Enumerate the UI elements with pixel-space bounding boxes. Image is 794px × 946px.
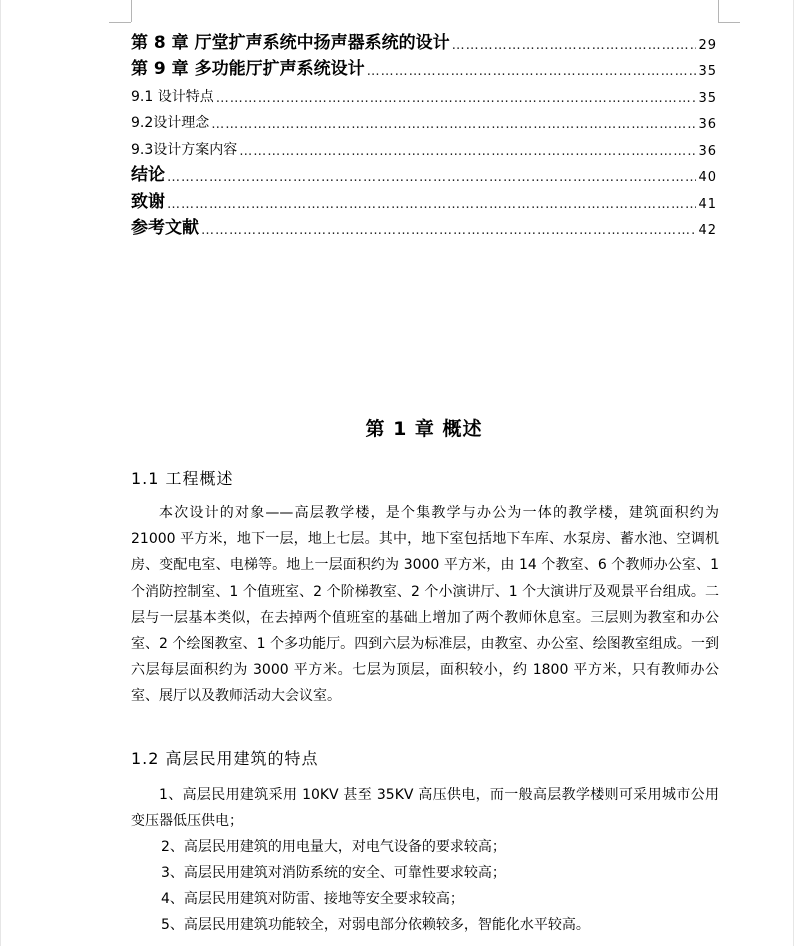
crop-mark-right xyxy=(718,0,719,22)
list-item: 3、高层民用建筑对消防系统的安全、可靠性要求较高； xyxy=(161,865,506,881)
body-paragraph: 本次设计的对象——高层教学楼，是个集教学与办公为一体的教学楼，建筑面积约为 21000 平方米，地下一层，地上七层。其中，地下室包括地下车库、水泵房、蓄水池、空调机房、变配电室、电梯等。地上一层面积约为 3000 平方米，由 14 个教室、6 个教师办公室、1 个消防控制室、1 个值班室、2 个阶梯教室、2 个小演讲厅、1 个大演讲厅及观景平台组成。二层与一层基本类似，在去掉两个值班室的基础上增加了两个教师休息室。三层则为教室和办公室、2 个绘图教室、1 个多功能厅。四到六层为标准层，由教室、办公室、绘图教室组成。一到六层每层面积约为 3000 平方米。七层为顶层，面积较小，约 1800 平方米，只有教师办公室、展厅以及教师活动大会议室。 xyxy=(131,505,719,705)
chapter-title: 第 1 章 概述 xyxy=(365,418,483,440)
toc-entry-title: 9.3设计方案内容 xyxy=(131,141,238,158)
toc-entry-title: 第 9 章 多功能厅扩声系统设计 xyxy=(131,59,365,79)
toc-entry-title: 结论 xyxy=(131,165,165,185)
toc-entry[interactable] xyxy=(131,106,717,133)
list-item: 1、高层民用建筑采用 10KV 甚至 35KV 高压供电，而一般高层教学楼则可采用城市公用变压器低压供电； xyxy=(131,787,719,829)
toc-entry[interactable] xyxy=(131,159,717,186)
toc-entry-page: 42 xyxy=(698,223,717,238)
list-item: 2、高层民用建筑的用电量大，对电气设备的要求较高； xyxy=(161,839,506,855)
toc-entry[interactable] xyxy=(131,132,717,159)
toc-entry-page: 41 xyxy=(698,196,717,212)
toc-entry-title: 致谢 xyxy=(131,191,165,212)
toc-leader-dots xyxy=(211,117,696,132)
crop-mark-right-h xyxy=(718,22,740,23)
page-left-edge xyxy=(0,0,1,946)
toc-entry-title: 参考文献 xyxy=(131,218,199,238)
toc-entry[interactable] xyxy=(131,212,717,239)
crop-mark-left xyxy=(131,0,132,22)
toc-entry-title: 9.2设计理念 xyxy=(131,115,210,131)
toc-entry[interactable] xyxy=(131,26,717,53)
list-item: 5、高层民用建筑功能较全，对弱电部分依赖较多，智能化水平较高。 xyxy=(161,917,590,933)
toc-leader-dots xyxy=(201,223,696,238)
toc-entry-page: 35 xyxy=(698,90,717,106)
toc-entry-title: 9.1 设计特点 xyxy=(131,88,214,105)
toc-leader-dots xyxy=(216,91,697,106)
toc-entry-title: 第 8 章 厅堂扩声系统中扬声器系统的设计 xyxy=(131,32,450,53)
toc-entry[interactable] xyxy=(131,53,717,80)
crop-mark-left-h xyxy=(109,22,131,23)
toc-entry-page: 29 xyxy=(698,37,717,53)
section-heading: 1.2 高层民用建筑的特点 xyxy=(131,749,319,768)
toc-entry-page: 40 xyxy=(698,170,717,185)
section-heading: 1.1 工程概述 xyxy=(131,469,234,488)
toc-leader-dots xyxy=(239,144,696,159)
toc-leader-dots xyxy=(452,38,697,53)
toc-entry[interactable] xyxy=(131,185,717,212)
toc-entry-page: 35 xyxy=(698,64,717,79)
toc-entry-page: 36 xyxy=(698,143,717,159)
toc-entry-page: 36 xyxy=(698,117,717,132)
toc-leader-dots xyxy=(167,170,696,185)
list-item: 4、高层民用建筑对防雷、接地等安全要求较高； xyxy=(161,891,464,907)
feature-list xyxy=(131,782,719,938)
toc-entry[interactable] xyxy=(131,79,717,106)
table-of-contents xyxy=(131,26,717,238)
toc-leader-dots xyxy=(367,64,697,79)
toc-leader-dots xyxy=(167,197,696,212)
